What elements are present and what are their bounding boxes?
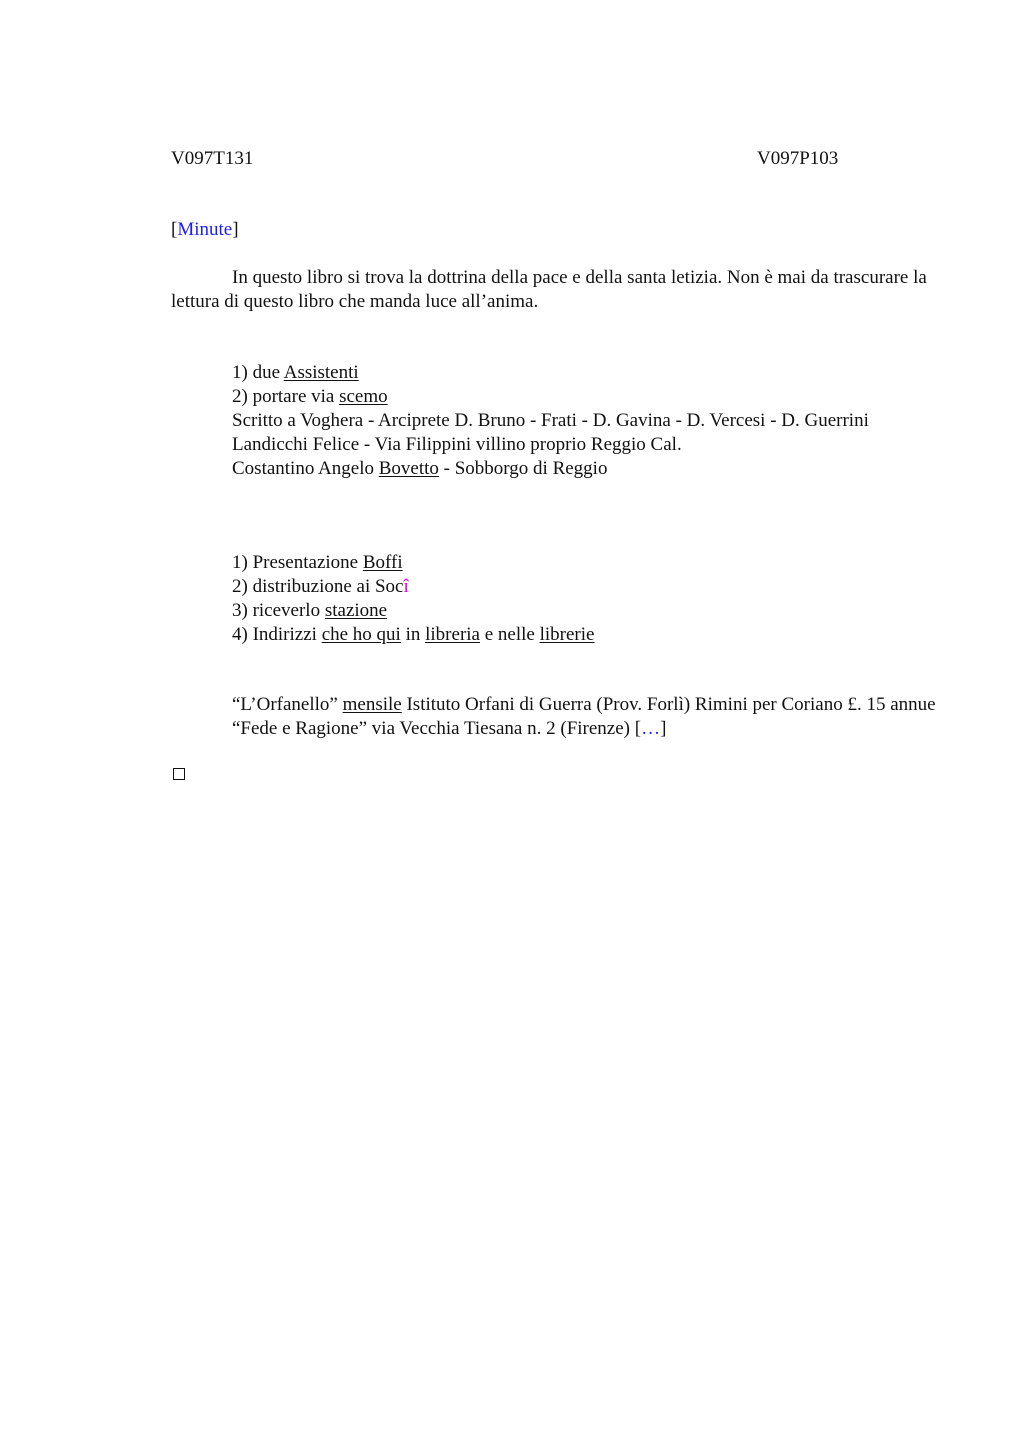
end-marker-box-icon xyxy=(173,768,185,780)
list-two-item-2: 2) distribuzione ai Socî xyxy=(232,576,409,597)
list-three xyxy=(171,693,941,741)
underlined-word: che ho qui xyxy=(321,624,401,645)
document-code-right: V097P103 xyxy=(757,148,839,169)
list-one-item-2: 2) portare via scemo xyxy=(232,386,388,407)
underlined-word: Assistenti xyxy=(283,362,359,383)
list-two-item-1: 1) Presentazione Boffi xyxy=(232,552,403,573)
document-code-left: V097T131 xyxy=(171,148,254,169)
underlined-word: libreria xyxy=(425,624,480,645)
bracket-close: ] xyxy=(232,219,239,240)
list-three-line-2: “Fede e Ragione” via Vecchia Tiesana n. 2 (Firenze) […] xyxy=(232,718,667,739)
underlined-word: stazione xyxy=(324,600,388,621)
underlined-word: mensile xyxy=(342,694,402,715)
list-one-line-4: Landicchi Felice - Via Filippini villino proprio Reggio Cal. xyxy=(232,434,682,455)
intro-paragraph: In questo libro si trova la dottrina della pace e della santa letizia. Non è mai da trascurare la lettura di questo libro che manda luce all’anima. xyxy=(171,267,927,312)
underlined-word: Boffi xyxy=(362,552,403,573)
list-one-item-1: 1) due Assistenti xyxy=(232,362,359,383)
list-one-line-5: Costantino Angelo Bovetto - Sobborgo di Reggio xyxy=(232,458,608,479)
highlighted-char: î xyxy=(403,576,409,597)
ellipsis: … xyxy=(641,718,661,739)
underlined-word: librerie xyxy=(539,624,595,645)
list-one xyxy=(171,361,931,481)
bracket-open: [ xyxy=(171,219,178,240)
section-label xyxy=(171,218,931,242)
minute-label: Minute xyxy=(177,219,233,240)
list-one-line-3: Scritto a Voghera - Arciprete D. Bruno - Frati - D. Gavina - D. Vercesi - D. Guerrini xyxy=(232,410,869,431)
list-three-line-1: “L’Orfanello” mensile Istituto Orfani di Guerra (Prov. Forlì) Rimini per Coriano £. 15 annue xyxy=(232,694,936,715)
underlined-word: Bovetto xyxy=(378,458,439,479)
list-two xyxy=(171,551,931,647)
list-two-item-4: 4) Indirizzi che ho qui in libreria e nelle librerie xyxy=(232,624,595,645)
underlined-word: scemo xyxy=(339,386,388,407)
list-two-item-3: 3) riceverlo stazione xyxy=(232,600,388,621)
